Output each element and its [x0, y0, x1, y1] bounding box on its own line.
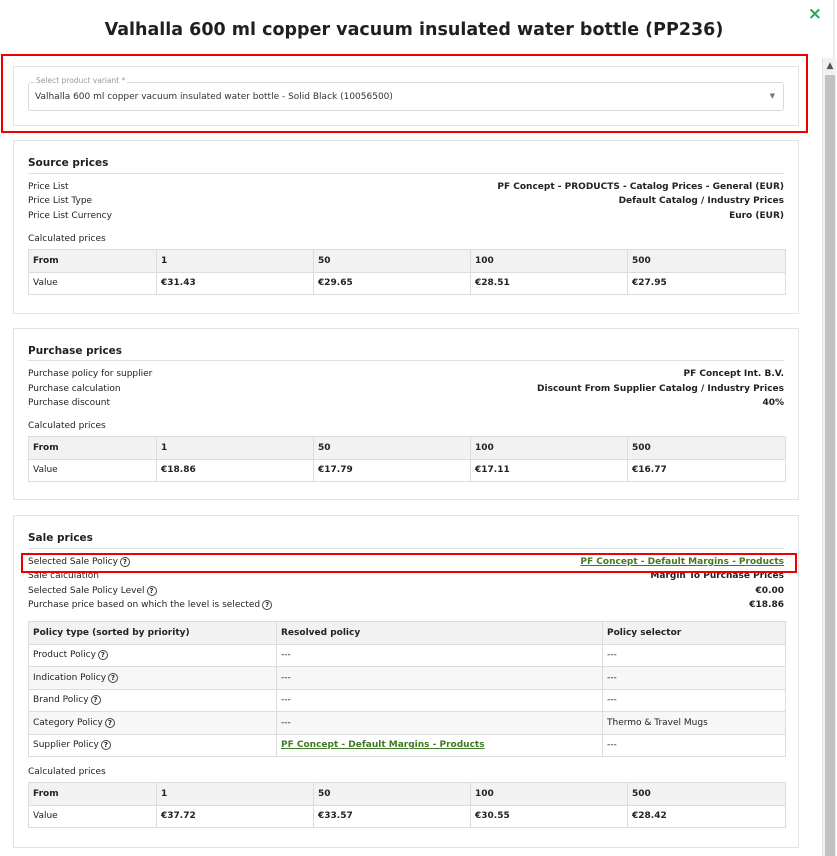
- policy-selector-cell: ---: [603, 644, 786, 667]
- price-cell: €33.57: [314, 805, 471, 828]
- source-prices-card: [13, 140, 799, 314]
- qty-cell: 100: [471, 437, 628, 460]
- policy-type-text: Category Policy: [33, 717, 103, 728]
- variant-select[interactable]: [28, 76, 784, 111]
- sale-calculation-row: [28, 571, 784, 585]
- purchase-calculation-value: Discount From Supplier Catalog / Industry Prices: [537, 384, 784, 394]
- table-row: [29, 689, 786, 712]
- qty-cell: 1: [157, 783, 314, 806]
- price-list-type-row: [28, 196, 784, 210]
- price-list-type-value: Default Catalog / Industry Prices: [618, 196, 784, 206]
- qty-cell: 1: [157, 437, 314, 460]
- qty-cell: 500: [628, 783, 786, 806]
- sale-calculation-label: Sale calculation: [28, 571, 99, 581]
- price-cell: €37.72: [157, 805, 314, 828]
- policy-type-cell: [29, 712, 277, 735]
- qty-cell: 1: [157, 250, 314, 273]
- price-cell: €17.11: [471, 459, 628, 482]
- policy-table: [28, 621, 786, 757]
- help-icon[interactable]: ?: [101, 740, 111, 750]
- price-cell: €17.79: [314, 459, 471, 482]
- policy-selector-cell: ---: [603, 689, 786, 712]
- help-icon[interactable]: ?: [108, 673, 118, 683]
- variant-select-label: Select product variant *: [36, 76, 126, 85]
- variant-select-value: Valhalla 600 ml copper vacuum insulated water bottle - Solid Black (10056500): [35, 92, 393, 102]
- purchase-based-text: Purchase price based on which the level is selected: [28, 600, 261, 610]
- purchase-calculation-row: [28, 384, 784, 398]
- price-cell: €30.55: [471, 805, 628, 828]
- table-row: [29, 783, 786, 806]
- purchase-prices-title: Purchase prices: [28, 345, 123, 357]
- price-cell: €29.65: [314, 272, 471, 295]
- sale-policy-level-label: [28, 586, 157, 596]
- from-header: From: [29, 437, 157, 460]
- policy-type-text: Indication Policy: [33, 672, 107, 683]
- price-list-label: Price List: [28, 182, 69, 192]
- supplier-policy-link[interactable]: PF Concept - Default Margins - Products: [281, 740, 485, 751]
- qty-cell: 500: [628, 250, 786, 273]
- purchase-discount-value: 40%: [762, 398, 784, 408]
- price-cell: €28.51: [471, 272, 628, 295]
- sale-calculation-value: Margin To Purchase Prices: [650, 571, 784, 581]
- purchase-policy-value: PF Concept Int. B.V.: [683, 369, 784, 379]
- policy-type-text: Supplier Policy: [33, 740, 99, 751]
- price-cell: €28.42: [628, 805, 786, 828]
- sale-policy-level-value: €0.00: [755, 586, 784, 596]
- purchase-discount-label: Purchase discount: [28, 398, 111, 408]
- table-row: [29, 805, 786, 828]
- purchase-based-label: [28, 600, 272, 610]
- table-row: [29, 437, 786, 460]
- variant-card: [13, 66, 799, 126]
- resolved-policy-cell: [277, 734, 603, 757]
- from-header: From: [29, 783, 157, 806]
- vertical-scrollbar[interactable]: [822, 58, 836, 856]
- value-header: Value: [29, 805, 157, 828]
- price-cell: €31.43: [157, 272, 314, 295]
- table-row: [29, 272, 786, 295]
- policy-selector-cell: Thermo & Travel Mugs: [603, 712, 786, 735]
- value-header: Value: [29, 272, 157, 295]
- price-cell: €18.86: [157, 459, 314, 482]
- resolved-policy-cell: ---: [277, 689, 603, 712]
- selected-sale-policy-text: Selected Sale Policy: [28, 557, 118, 567]
- qty-cell: 100: [471, 250, 628, 273]
- table-row: [29, 622, 786, 645]
- sale-prices-title: Sale prices: [28, 532, 93, 544]
- help-icon[interactable]: ?: [147, 586, 157, 596]
- resolved-policy-cell: ---: [277, 712, 603, 735]
- help-icon[interactable]: ?: [91, 695, 101, 705]
- help-icon[interactable]: ?: [105, 718, 115, 728]
- price-list-currency-label: Price List Currency: [28, 211, 112, 221]
- policy-type-cell: [29, 667, 277, 690]
- modal-title: Valhalla 600 ml copper vacuum insulated water bottle (PP236): [104, 20, 724, 40]
- selected-sale-policy-link[interactable]: PF Concept - Default Margins - Products: [580, 557, 784, 567]
- price-list-type-label: Price List Type: [28, 196, 93, 206]
- help-icon[interactable]: ?: [98, 650, 108, 660]
- qty-cell: 500: [628, 437, 786, 460]
- qty-cell: 50: [314, 437, 471, 460]
- policy-selector-cell: ---: [603, 667, 786, 690]
- from-header: From: [29, 250, 157, 273]
- sale-policy-level-row: [28, 586, 784, 600]
- price-cell: €27.95: [628, 272, 786, 295]
- price-list-value: PF Concept - PRODUCTS - Catalog Prices - General (EUR): [497, 182, 784, 192]
- scroll-thumb[interactable]: [825, 75, 835, 856]
- qty-cell: 50: [314, 250, 471, 273]
- purchase-policy-row: [28, 369, 784, 383]
- table-row: [29, 250, 786, 273]
- close-icon[interactable]: ×: [807, 4, 822, 24]
- resolved-policy-cell: ---: [277, 667, 603, 690]
- sale-prices-table: [28, 782, 786, 828]
- policy-type-header: Policy type (sorted by priority): [29, 622, 277, 645]
- source-prices-title: Source prices: [28, 157, 109, 169]
- table-row: [29, 712, 786, 735]
- policy-selector-header: Policy selector: [603, 622, 786, 645]
- calculated-prices-label: Calculated prices: [28, 234, 106, 244]
- purchase-discount-row: [28, 398, 784, 412]
- price-list-row: [28, 182, 784, 196]
- scroll-up-icon[interactable]: ▲: [826, 61, 834, 71]
- sale-policy-level-text: Selected Sale Policy Level: [28, 586, 145, 596]
- policy-type-text: Product Policy: [33, 650, 96, 661]
- purchase-prices-card: [13, 328, 799, 500]
- table-row: [29, 644, 786, 667]
- policy-type-cell: [29, 734, 277, 757]
- help-icon[interactable]: ?: [120, 557, 130, 567]
- purchase-calculation-label: Purchase calculation: [28, 384, 121, 394]
- policy-selector-cell: ---: [603, 734, 786, 757]
- purchase-based-value: €18.86: [749, 600, 784, 610]
- source-prices-table: [28, 249, 786, 295]
- divider: [28, 548, 784, 549]
- price-cell: €16.77: [628, 459, 786, 482]
- table-row: [29, 667, 786, 690]
- qty-cell: 50: [314, 783, 471, 806]
- table-row: [29, 459, 786, 482]
- policy-type-cell: [29, 689, 277, 712]
- resolved-policy-header: Resolved policy: [277, 622, 603, 645]
- divider: [28, 360, 784, 361]
- calculated-prices-label: Calculated prices: [28, 767, 106, 777]
- price-list-currency-value: Euro (EUR): [729, 211, 784, 221]
- policy-type-cell: [29, 644, 277, 667]
- chevron-down-icon: ▼: [769, 92, 775, 100]
- calculated-prices-label: Calculated prices: [28, 421, 106, 431]
- price-list-currency-row: [28, 211, 784, 225]
- sale-policy-highlight: [21, 553, 797, 573]
- purchase-based-row: [28, 600, 784, 614]
- qty-cell: 100: [471, 783, 628, 806]
- resolved-policy-cell: ---: [277, 644, 603, 667]
- table-row: [29, 734, 786, 757]
- purchase-policy-label: Purchase policy for supplier: [28, 369, 153, 379]
- divider: [28, 173, 784, 174]
- purchase-prices-table: [28, 436, 786, 482]
- help-icon[interactable]: ?: [262, 600, 272, 610]
- value-header: Value: [29, 459, 157, 482]
- policy-type-text: Brand Policy: [33, 695, 89, 706]
